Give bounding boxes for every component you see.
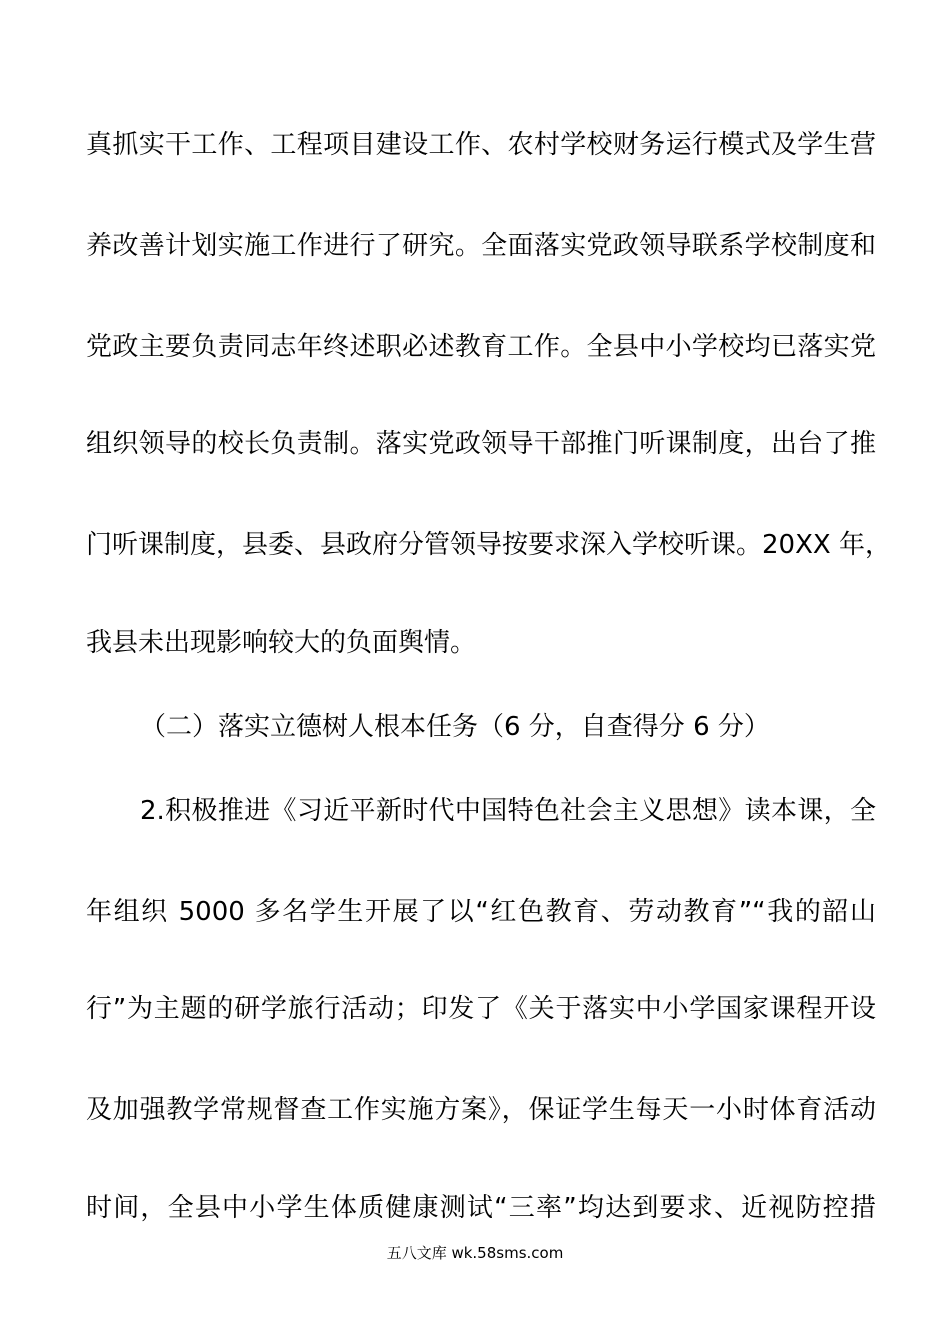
- paragraph-line-5: 门听课制度，县委、县政府分管领导按要求深入学校听课。20XX 年，: [86, 530, 891, 560]
- footer-watermark-text: 五八文库 wk.58sms.com: [386, 1244, 564, 1262]
- paragraph-line-4: 组织领导的校长负责制。落实党政领导干部推门听课制度，出台了推: [86, 429, 876, 459]
- paragraph-line-7: 2.积极推进《习近平新时代中国特色社会主义思想》读本课，全: [140, 796, 876, 826]
- paragraph-line-10: 及加强教学常规督查工作实施方案》，保证学生每天一小时体育活动: [86, 1095, 876, 1125]
- paragraph-line-11: 时间，全县中小学生体质健康测试“三率”均达到要求、近视防控措: [86, 1193, 876, 1223]
- paragraph-line-2: 养改善计划实施工作进行了研究。全面落实党政领导联系学校制度和: [86, 231, 876, 261]
- paragraph-line-3: 党政主要负责同志年终述职必述教育工作。全县中小学校均已落实党: [86, 332, 876, 362]
- paragraph-line-9: 行”为主题的研学旅行活动；印发了《关于落实中小学国家课程开设: [86, 994, 876, 1024]
- paragraph-line-1: 真抓实干工作、工程项目建设工作、农村学校财务运行模式及学生营: [86, 130, 876, 160]
- paragraph-line-8: 年组织 5000 多名学生开展了以“红色教育、劳动教育”“我的韶山: [86, 897, 876, 927]
- section-heading: （二）落实立德树人根本任务（6 分，自查得分 6 分）: [140, 712, 770, 742]
- paragraph-line-6: 我县未出现影响较大的负面舆情。: [86, 628, 477, 658]
